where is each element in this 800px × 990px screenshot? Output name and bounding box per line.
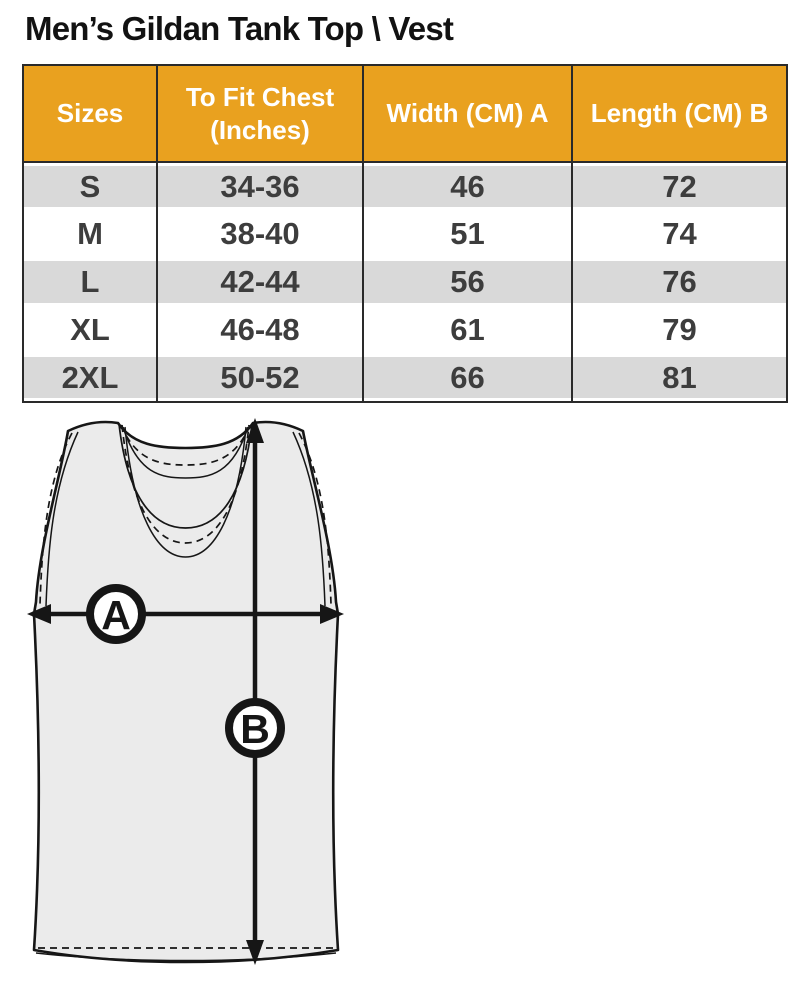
column-header-chest: To Fit Chest (Inches) [157,65,363,162]
size-table-body [23,162,787,402]
chest-cell: 42-44 [157,258,363,306]
chest-cell: 34-36 [157,162,363,210]
column-header-sizes: Sizes [23,65,157,162]
length-cell: 74 [572,210,787,258]
size-cell: 2XL [23,354,157,402]
length-marker-label: B [240,706,270,752]
size-cell: M [23,210,157,258]
size-cell: S [23,162,157,210]
chest-cell: 38-40 [157,210,363,258]
width-cell: 51 [363,210,572,258]
size-cell: XL [23,306,157,354]
length-cell: 81 [572,354,787,402]
length-cell: 76 [572,258,787,306]
table-row [23,306,787,354]
width-marker [90,588,142,640]
size-chart-table [22,64,788,403]
column-header-length: Length (CM) B [572,65,787,162]
width-cell: 66 [363,354,572,402]
table-row [23,210,787,258]
table-row [23,162,787,210]
tank-top-diagram [0,412,380,985]
width-marker-label: A [101,592,131,638]
width-cell: 61 [363,306,572,354]
width-cell: 56 [363,258,572,306]
table-row [23,354,787,402]
length-cell: 79 [572,306,787,354]
tank-top-outline [34,422,338,962]
chest-cell: 50-52 [157,354,363,402]
chest-cell: 46-48 [157,306,363,354]
size-cell: L [23,258,157,306]
page-title: Men’s Gildan Tank Top \ Vest [25,10,454,47]
length-marker [229,702,281,754]
length-cell: 72 [572,162,787,210]
column-header-width: Width (CM) A [363,65,572,162]
table-row [23,258,787,306]
table-header [23,65,787,162]
width-cell: 46 [363,162,572,210]
